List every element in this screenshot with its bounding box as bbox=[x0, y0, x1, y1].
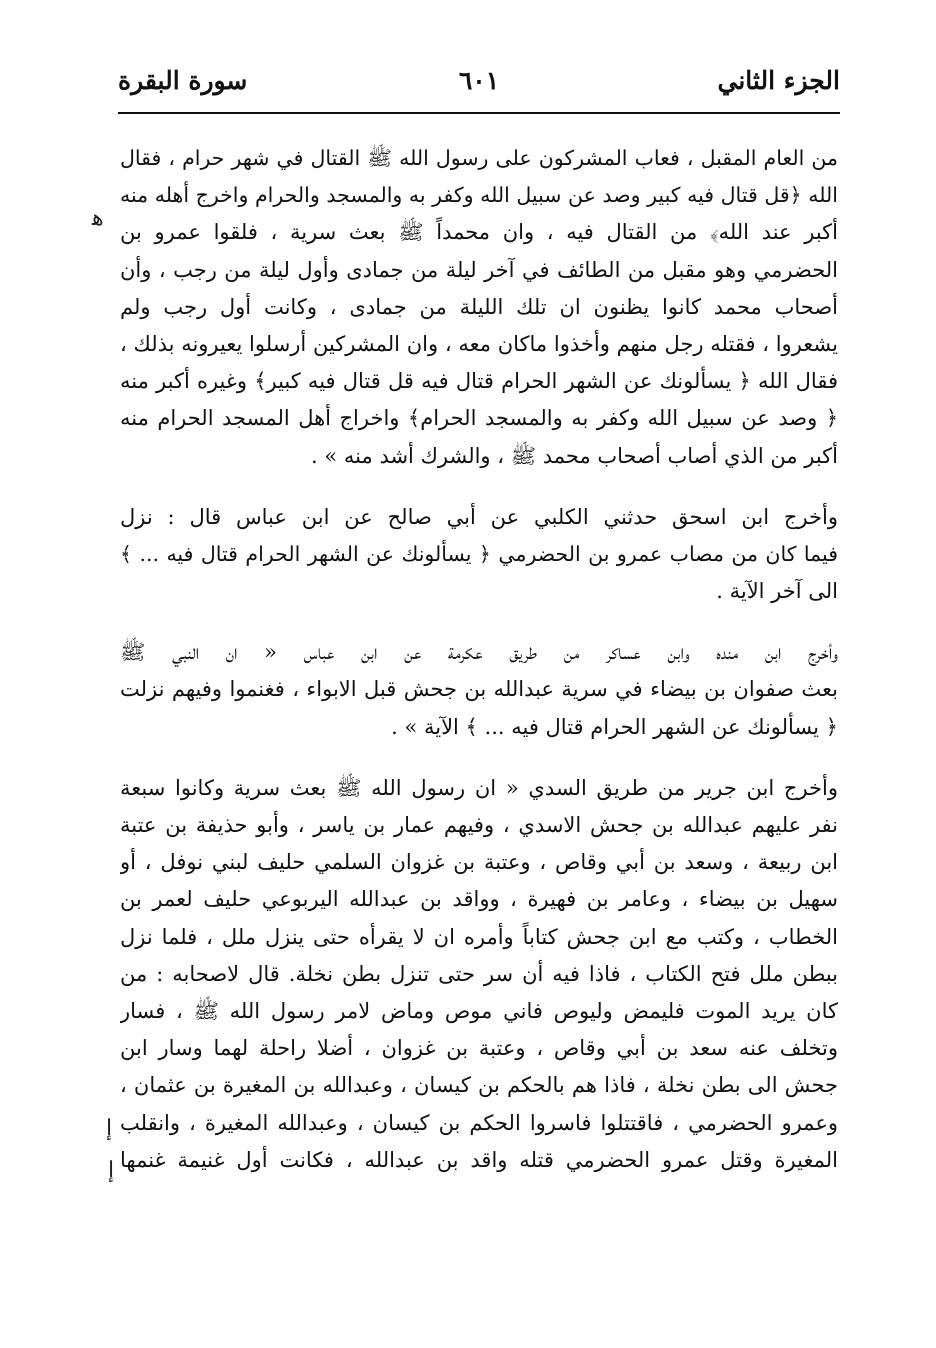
page-number: ٦٠١ bbox=[458, 66, 500, 95]
margin-mark: إ bbox=[108, 1158, 115, 1183]
text-line: الى آخر الآية . bbox=[716, 579, 838, 604]
paragraph bbox=[120, 499, 838, 611]
text-line: ﴿ وصد عن سبيل الله وكفر به والمسجد الحرام﴾ واخراج أهل المسجد الحرام منه bbox=[120, 406, 838, 431]
paragraph bbox=[120, 634, 838, 746]
text-line: وأخرج ابن جرير من طريق السدي « ان رسول الله ﷺ بعث سرية وكانوا سبعة bbox=[120, 775, 838, 800]
running-header bbox=[118, 66, 840, 106]
text-line: فقال الله ﴿ يسألونك عن الشهر الحرام قتال فيه قل قتال فيه كبير﴾ وغيره أكبر منه bbox=[120, 369, 838, 394]
margin-mark: ﻫ bbox=[92, 206, 104, 231]
text-line: ابن ربيعة ، وسعد بن أبي وقاص ، وعتبة بن غزوان السلمي حليف لبني نوفل ، أو bbox=[120, 850, 838, 875]
margin-mark: إ bbox=[106, 1116, 113, 1141]
text-line: وأخرج ابن اسحق حدثني الكلبي عن أبي صالح عن ابن عباس قال : نزل bbox=[120, 504, 838, 529]
text-line: كان يريد الموت فليمض وليوص فاني موص وماض لامر رسول الله ﷺ ، فسار bbox=[120, 998, 838, 1023]
text-line: جحش الى بطن نخلة ، فاذا هم بالحكم بن كيسان ، وعبدالله بن المغيرة بن عثمان ، bbox=[120, 1073, 838, 1098]
text-line: أصحاب محمد كانوا يظنون ان تلك الليلة من جمادى ، وكانت أول رجب ولم bbox=[120, 294, 838, 319]
surah-title: سورة البقرة bbox=[118, 66, 248, 95]
paragraph bbox=[120, 770, 838, 1179]
text-line: فيما كان من مصاب عمرو بن الحضرمي ﴿ يسألونك عن الشهر الحرام قتال فيه ... ﴾ bbox=[120, 541, 838, 566]
text-line: وأخرج ابن منده وابن عساكر من طريق عكرمة عن ابن عباس « ان النبي ﷺ bbox=[120, 640, 838, 665]
text-line: الخطاب ، وكتب مع ابن جحش كتاباً وأمره ان لا يقرأه حتى ينزل ملل ، فلما نزل bbox=[120, 924, 838, 949]
text-line: وتخلف عنه سعد بن أبي وقاص ، وعتبة بن غزوان ، أضلا راحلة لهما وسار ابن bbox=[120, 1036, 838, 1061]
text-line: أكبر من الذي أصاب أصحاب محمد ﷺ ، والشرك أشد منه » . bbox=[311, 443, 838, 468]
header-rule bbox=[118, 112, 840, 114]
text-line: يشعروا ، فقتله رجل منهم وأخذوا ماكان معه ، وان المشركين أرسلوا يعيرونه بذلك ، bbox=[120, 331, 838, 356]
text-line: ببطن ملل فتح الكتاب ، فاذا فيه أن سر حتى تنزل بطن نخلة. قال لاصحابه : من bbox=[120, 961, 838, 986]
text-line: الله ﴿قل قتال فيه كبير وصد عن سبيل الله وكفر به والمسجد والحرام واخرج أهله منه bbox=[120, 183, 838, 208]
text-line: وعمرو الحضرمي ، فاقتتلوا فاسروا الحكم بن كيسان ، وعبدالله المغيرة ، وانقلب bbox=[120, 1110, 838, 1135]
text-line: المغيرة وقتل عمرو الحضرمي قتله واقد بن عبدالله ، فكانت أول غنيمة غنمها bbox=[120, 1147, 838, 1172]
text-line: بعث صفوان بن بيضاء في سرية عبدالله بن جحش قبل الابواء ، فغنموا وفيهم نزلت bbox=[120, 677, 838, 702]
text-line: الحضرمي وهو مقبل من الطائف في آخر ليلة من جمادى وأول ليلة من رجب ، وأن bbox=[120, 257, 838, 282]
text-line: ﴿ يسألونك عن الشهر الحرام قتال فيه ... ﴾ الآية » . bbox=[391, 714, 838, 739]
paragraph bbox=[120, 140, 838, 475]
text-line: أكبر عند الله﴾ من القتال فيه ، وان محمداً ﷺ بعث سرية ، فلقوا عمرو بن bbox=[120, 220, 838, 245]
text-line: سهيل بن بيضاء ، وعامر بن فهيرة ، وواقد بن عبدالله اليربوعي حليف لعمر بن bbox=[120, 887, 838, 912]
text-line: من العام المقبل ، فعاب المشركون على رسول الله ﷺ القتال في شهر حرام ، فقال bbox=[120, 146, 838, 170]
text-line: نفر عليهم عبدالله بن جحش الاسدي ، وفيهم عمار بن ياسر ، وأبو حذيفة بن عتبة bbox=[120, 813, 838, 837]
part-title: الجزء الثاني bbox=[717, 66, 840, 95]
page-body bbox=[120, 140, 838, 1179]
